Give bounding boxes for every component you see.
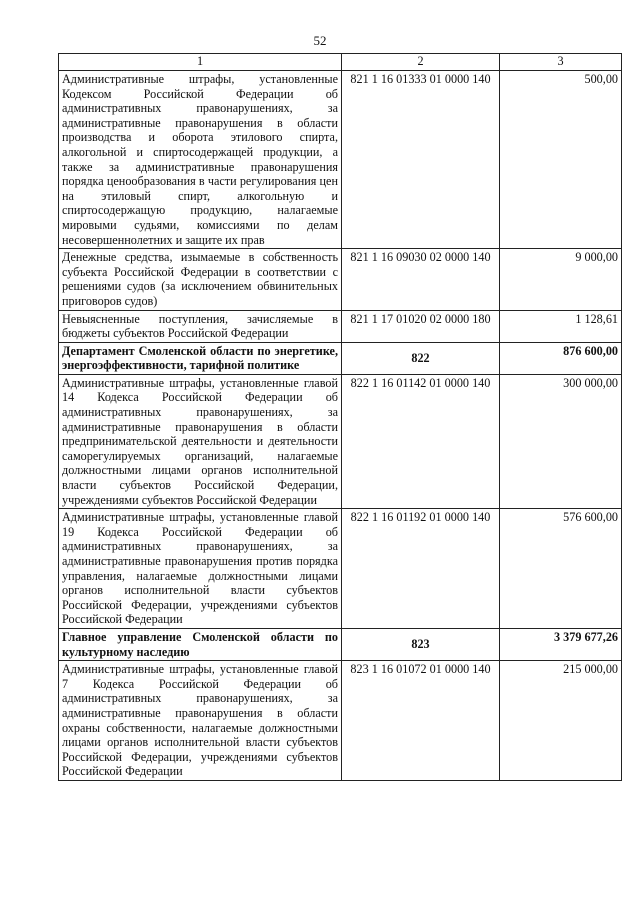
row-description: Административные штрафы, установленные Кодексом Российской Федерации об административных правонарушениях, за административные правонарушения в области производства и оборота этилового спирта, алкогольной и спиртосодержащей продукции, а также за административные правонарушения порядка ценообразования в части регулирования цен на этиловый спирт, алкогольную и спиртосодержащую продукцию, налагаемые мировыми судьями, комиссиями по делам несовершеннолетних и защите их прав [59,71,342,249]
table-row [59,71,622,249]
row-code: 821 1 17 01020 02 0000 180 [342,310,500,342]
row-amount: 3 379 677,26 [500,628,622,660]
department-row [59,628,622,660]
budget-table [58,53,622,781]
row-description: Административные штрафы, установленные главой 19 Кодекса Российской Федерации об административных правонарушениях, за административные правонарушения против порядка управления, налагаемые должностными лицами органов исполнительной власти субъектов Российской Федерации, учреждениями субъектов Российской Федерации [59,509,342,629]
row-code: 823 1 16 01072 01 0000 140 [342,661,500,781]
row-code: 822 1 16 01142 01 0000 140 [342,374,500,508]
row-amount: 300 000,00 [500,374,622,508]
table-row [59,310,622,342]
row-description: Денежные средства, изымаемые в собственность субъекта Российской Федерации в соответствии с решениями судов (за исключением обвинительных приговоров судов) [59,249,342,310]
row-amount: 1 128,61 [500,310,622,342]
row-description: Административные штрафы, установленные главой 7 Кодекса Российской Федерации об административных правонарушениях, за административные правонарушения в области охраны собственности, налагаемые должностными лицами органов исполнительной власти субъектов Российской Федерации, учреждениями субъектов Российской Федерации [59,661,342,781]
row-description: Департамент Смоленской области по энергетике, энергоэффективности, тарифной политике [59,342,342,374]
row-amount: 9 000,00 [500,249,622,310]
row-amount: 500,00 [500,71,622,249]
row-code: 822 1 16 01192 01 0000 140 [342,509,500,629]
header-col-2: 2 [342,54,500,71]
row-description: Главное управление Смоленской области по культурному наследию [59,628,342,660]
table-row [59,661,622,781]
header-col-1: 1 [59,54,342,71]
row-code: 822 [342,342,500,374]
row-code: 823 [342,628,500,660]
table-row [59,374,622,508]
row-amount: 576 600,00 [500,509,622,629]
header-col-3: 3 [500,54,622,71]
page-number: 52 [313,33,327,48]
row-amount: 876 600,00 [500,342,622,374]
row-amount: 215 000,00 [500,661,622,781]
row-description: Невыясненные поступления, зачисляемые в бюджеты субъектов Российской Федерации [59,310,342,342]
row-code: 821 1 16 01333 01 0000 140 [342,71,500,249]
table-row [59,249,622,310]
department-row [59,342,622,374]
table-header-row [59,54,622,71]
table-row [59,509,622,629]
row-code: 821 1 16 09030 02 0000 140 [342,249,500,310]
row-description: Административные штрафы, установленные главой 14 Кодекса Российской Федерации об административных правонарушениях, за административные правонарушения в области предпринимательской деятельности и деятельности саморегулируемых организаций, налагаемые должностными лицами органов исполнительной власти субъектов Российской Федерации, учреждениями субъектов Российской Федерации [59,374,342,508]
